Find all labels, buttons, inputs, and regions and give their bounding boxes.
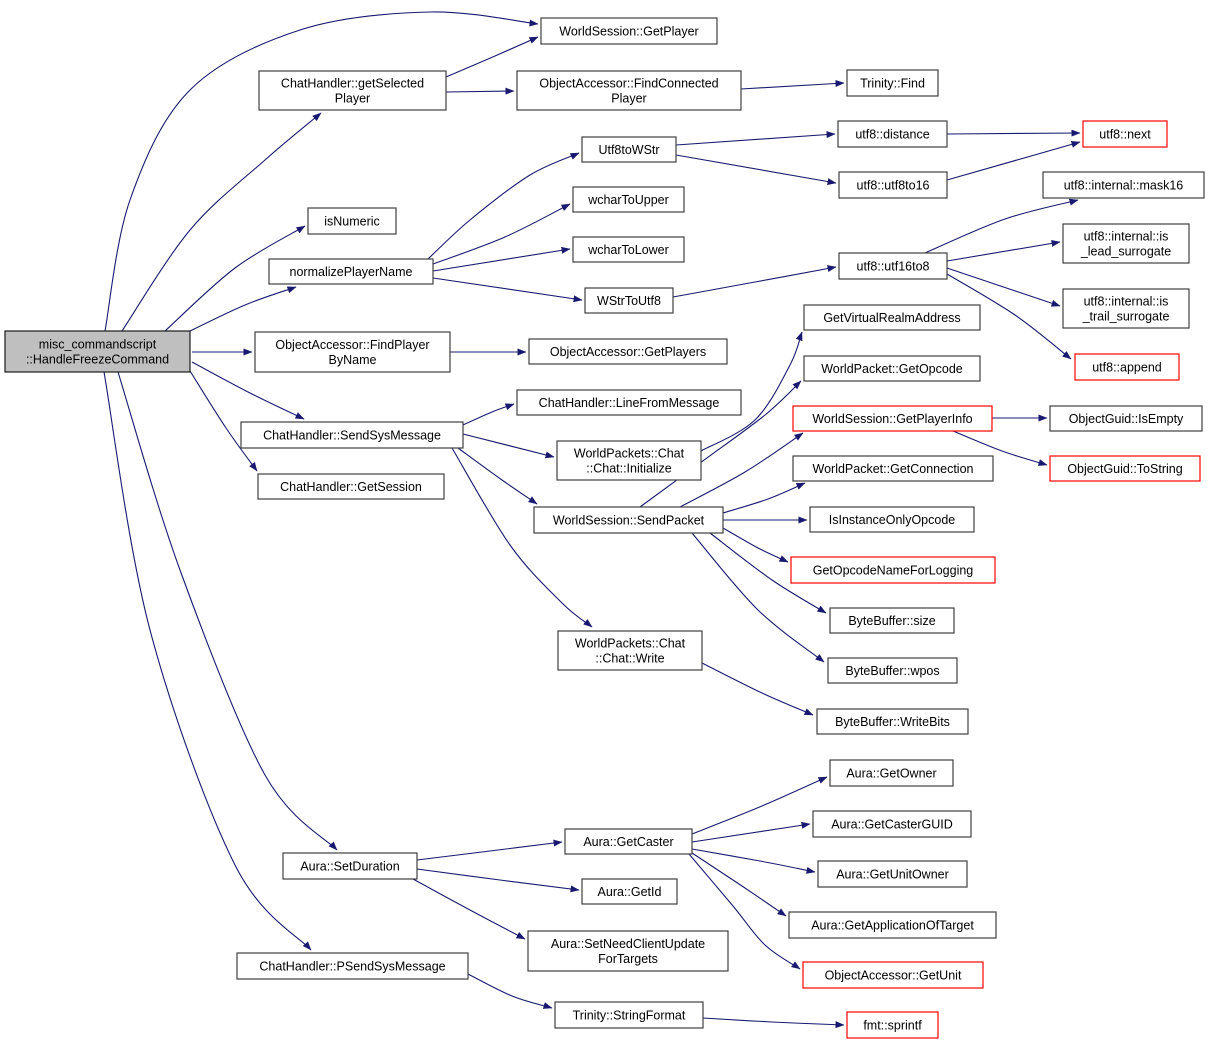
- node-label: ByteBuffer::WriteBits: [835, 715, 950, 729]
- node-line-from-message[interactable]: [517, 390, 741, 415]
- edge-wstr-to-utf8-to-utf8-utf16to8: [673, 267, 836, 297]
- edge-root-to-psend-sys-message: [104, 372, 311, 950]
- edge-get-caster-to-get-owner: [692, 777, 827, 834]
- node-bytebuffer-wpos[interactable]: [828, 658, 957, 683]
- node-utf8-to-wstr[interactable]: [582, 137, 676, 162]
- edge-get-caster-to-get-unit-owner: [692, 849, 815, 872]
- node-get-owner[interactable]: [830, 760, 953, 786]
- node-label: WorldPacket::GetConnection: [812, 462, 974, 476]
- edge-send-packet-to-get-connection: [723, 483, 805, 513]
- node-get-unit-owner[interactable]: [818, 861, 967, 887]
- node-send-packet[interactable]: [534, 507, 723, 533]
- node-get-application-of-target[interactable]: [789, 912, 996, 938]
- edge-chat-write-to-bytebuffer-writebits: [702, 663, 813, 715]
- node-get-opcode-name-for-logging[interactable]: [791, 557, 995, 583]
- node-label: Utf8toWStr: [598, 143, 660, 157]
- node-label: ObjectAccessor::GetPlayers: [549, 345, 707, 359]
- node-get-players[interactable]: [529, 339, 727, 364]
- node-label: normalizePlayerName: [289, 265, 413, 279]
- node-label: utf8::utf8to16: [856, 178, 930, 193]
- node-get-session[interactable]: [258, 474, 444, 499]
- edge-send-sys-message-to-line-from-message: [463, 404, 514, 425]
- node-label: Aura::SetDuration: [300, 859, 400, 874]
- edge-utf8-utf16to8-to-is-lead-surrogate: [947, 242, 1060, 261]
- node-wchar-to-upper[interactable]: [573, 187, 684, 212]
- node-is-lead-surrogate[interactable]: [1063, 224, 1189, 263]
- node-to-string[interactable]: [1050, 456, 1200, 481]
- edge-set-duration-to-get-caster: [417, 842, 562, 860]
- node-label: ObjectAccessor::GetUnit: [824, 968, 962, 983]
- node-label: ChatHandler::SendSysMessage: [263, 428, 441, 443]
- node-label: WorldPackets::Chat ::Chat::Initialize: [573, 446, 685, 476]
- node-label: wcharToLower: [588, 243, 669, 257]
- node-get-connection[interactable]: [793, 456, 993, 481]
- node-label: ChatHandler::LineFromMessage: [538, 396, 720, 410]
- node-set-duration[interactable]: [283, 853, 417, 879]
- edge-normalize-player-name-to-wchar-to-lower: [433, 249, 570, 271]
- edge-set-duration-to-get-id: [417, 869, 579, 890]
- edge-string-format-to-fmt-sprintf: [703, 1018, 844, 1025]
- node-bytebuffer-writebits[interactable]: [817, 709, 968, 734]
- node-label: ObjectGuid::IsEmpty: [1068, 412, 1184, 426]
- node-label: ObjectAccessor::FindPlayer ByName: [275, 338, 430, 367]
- node-fmt-sprintf[interactable]: [847, 1012, 938, 1038]
- node-wchar-to-lower[interactable]: [573, 237, 684, 262]
- edge-send-packet-to-get-opcode-name-for-logging: [723, 528, 788, 562]
- node-label: GetOpcodeNameForLogging: [812, 563, 974, 578]
- node-string-format[interactable]: [555, 1002, 703, 1028]
- node-get-caster-guid[interactable]: [813, 811, 971, 837]
- node-label: ObjectAccessor::FindConnected Player: [539, 76, 719, 106]
- node-label: fmt::sprintf: [863, 1018, 922, 1033]
- node-is-numeric[interactable]: [308, 208, 396, 234]
- node-label: WStrToUtf8: [597, 294, 661, 308]
- node-label: WorldPackets::Chat ::Chat::Write: [574, 636, 686, 666]
- node-label: ChatHandler::PSendSysMessage: [259, 959, 446, 974]
- node-label: Aura::GetId: [597, 885, 662, 899]
- node-label: WorldSession::SendPacket: [552, 513, 705, 528]
- node-label: ObjectGuid::ToString: [1067, 462, 1183, 476]
- edge-get-caster-to-get-application-of-target: [692, 853, 786, 916]
- node-utf8-distance[interactable]: [838, 121, 947, 147]
- edge-root-to-normalize-player-name: [186, 287, 296, 333]
- node-utf8-next[interactable]: [1083, 121, 1167, 147]
- node-label: WorldPacket::GetOpcode: [821, 362, 963, 376]
- node-label: WorldSession::GetPlayerInfo: [812, 412, 973, 426]
- node-label: ChatHandler::GetSession: [280, 480, 422, 494]
- edge-utf8-distance-to-utf8-next: [947, 133, 1080, 134]
- edge-root-to-get-session: [190, 371, 257, 471]
- node-label: utf8::distance: [855, 127, 930, 142]
- edge-send-packet-to-bytebuffer-wpos: [692, 533, 824, 662]
- node-chat-write[interactable]: [558, 631, 702, 670]
- node-label: utf8::internal::mask16: [1063, 178, 1184, 193]
- edge-send-sys-message-to-send-packet: [458, 448, 537, 504]
- node-label: Aura::GetOwner: [846, 766, 937, 781]
- node-get-caster[interactable]: [565, 829, 692, 854]
- node-label: IsInstanceOnlyOpcode: [828, 513, 956, 527]
- node-get-player[interactable]: [541, 18, 717, 44]
- node-normalize-player-name[interactable]: [269, 259, 433, 284]
- node-label: utf8::utf16to8: [856, 259, 930, 274]
- node-world-packet-get-opcode[interactable]: [804, 356, 980, 381]
- node-label: utf8::internal::is _trail_surrogate: [1082, 294, 1170, 324]
- node-chat-initialize[interactable]: [557, 441, 701, 480]
- edge-set-duration-to-set-need-client-update: [413, 879, 525, 939]
- node-utf8-utf16to8[interactable]: [839, 253, 947, 279]
- node-utf8-mask16[interactable]: [1043, 172, 1204, 198]
- node-send-sys-message[interactable]: [241, 422, 463, 448]
- edge-utf8-utf16to8-to-is-trail-surrogate: [947, 268, 1060, 306]
- node-wstr-to-utf8[interactable]: [585, 288, 673, 313]
- node-get-player-info[interactable]: [793, 406, 992, 431]
- node-label: ByteBuffer::size: [848, 614, 936, 628]
- node-is-trail-surrogate[interactable]: [1063, 289, 1189, 328]
- node-root[interactable]: [5, 331, 190, 372]
- nodes-layer: [5, 18, 1204, 1038]
- node-bytebuffer-size[interactable]: [830, 608, 954, 633]
- node-label: ByteBuffer::wpos: [845, 664, 940, 678]
- node-label: utf8::internal::is _lead_surrogate: [1080, 229, 1172, 259]
- node-label: Trinity::Find: [860, 76, 925, 91]
- node-set-need-client-update[interactable]: [528, 931, 728, 971]
- node-label: Aura::SetNeedClientUpdate ForTargets: [550, 937, 706, 966]
- node-label: utf8::next: [1099, 127, 1151, 142]
- edge-utf8-utf16to8-to-utf8-mask16: [925, 200, 1078, 253]
- node-is-empty[interactable]: [1050, 406, 1202, 431]
- node-label: wcharToUpper: [588, 193, 669, 207]
- node-get-unit[interactable]: [803, 962, 983, 988]
- node-label: Aura::GetCaster: [583, 835, 674, 849]
- edge-utf8-to-wstr-to-utf8-utf8to16: [676, 155, 836, 183]
- node-find-connected-player[interactable]: [517, 71, 741, 110]
- edge-send-sys-message-to-chat-initialize: [463, 434, 554, 457]
- node-label: ChatHandler::getSelected Player: [280, 76, 425, 106]
- edge-find-connected-player-to-trinity-find: [741, 83, 844, 89]
- node-is-instance-only-opcode[interactable]: [810, 507, 974, 532]
- node-label: utf8::append: [1092, 360, 1162, 375]
- node-get-selected-player[interactable]: [259, 71, 446, 110]
- node-label: Aura::GetUnitOwner: [836, 867, 949, 882]
- node-utf8-utf8to16[interactable]: [839, 172, 947, 198]
- node-get-virtual-realm-address[interactable]: [804, 305, 980, 330]
- node-get-id[interactable]: [582, 879, 677, 904]
- node-label: Trinity::StringFormat: [572, 1008, 686, 1023]
- edge-get-selected-player-to-find-connected-player: [446, 91, 514, 92]
- edge-normalize-player-name-to-wstr-to-utf8: [433, 278, 582, 300]
- node-trinity-find[interactable]: [847, 70, 938, 96]
- node-label: WorldSession::GetPlayer: [559, 24, 699, 39]
- edge-psend-sys-message-to-string-format: [468, 974, 552, 1008]
- node-label: Aura::GetApplicationOfTarget: [811, 918, 974, 933]
- node-label: GetVirtualRealmAddress: [823, 311, 961, 325]
- node-label: isNumeric: [324, 214, 380, 229]
- node-utf8-append[interactable]: [1075, 354, 1179, 380]
- edge-normalize-player-name-to-utf8-to-wstr: [428, 153, 579, 259]
- node-psend-sys-message[interactable]: [237, 953, 468, 979]
- node-find-player-by-name[interactable]: [255, 332, 450, 372]
- edge-utf8-to-wstr-to-utf8-distance: [676, 134, 835, 145]
- node-label: Aura::GetCasterGUID: [831, 817, 953, 832]
- node-label: misc_commandscript ::HandleFreezeCommand: [25, 337, 170, 367]
